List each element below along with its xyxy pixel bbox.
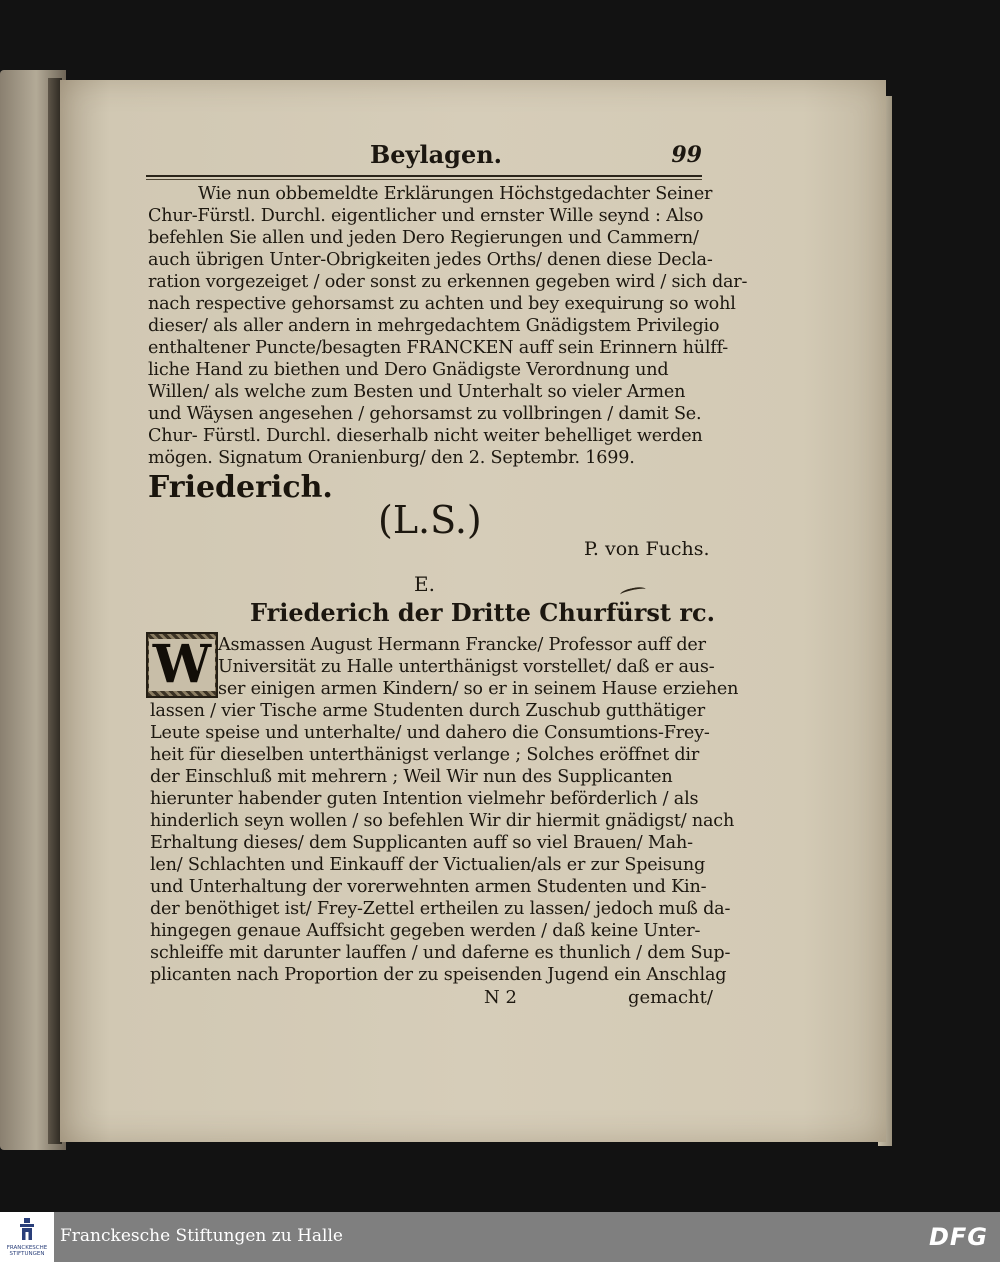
text-line: auch übrigen Unter-Obrigkeiten jedes Orths/ denen diese Decla- — [148, 250, 713, 270]
text-line: nach respective gehorsamst zu achten und bey exequirung so wohl — [148, 294, 736, 314]
text-line: Wie nun obbemeldte Erklärungen Höchstgedachter Seiner — [198, 184, 713, 204]
countersignature: P. von Fuchs. — [584, 538, 710, 560]
institution-logo[interactable] — [0, 1212, 54, 1262]
text-line: und Unterhaltung der vorerwehnten armen Studenten und Kin- — [150, 877, 707, 897]
seal-mark: (L.S.) — [378, 498, 482, 542]
text-line: dieser/ als aller andern in mehrgedachtem Gnädigstem Privilegio — [148, 316, 720, 336]
text-line: befehlen Sie allen und jeden Dero Regierungen und Cammern/ — [148, 228, 699, 248]
text-line: Leute speise und unterhalte/ und dahero die Consumtions-Frey- — [150, 723, 710, 743]
signature-mark: N 2 — [484, 987, 517, 1008]
text-line: mögen. Signatum Oranienburg/ den 2. Septembr. 1699. — [148, 448, 635, 468]
text-line: Chur- Fürstl. Durchl. dieserhalb nicht weiter behelliget werden — [148, 426, 703, 446]
text-line: liche Hand zu biethen und Dero Gnädigste Verordnung und — [148, 360, 669, 380]
text-line: ser einigen armen Kindern/ so er in seinem Hause erziehen — [218, 679, 739, 699]
dfg-logo[interactable]: DFG — [928, 1223, 988, 1251]
text-line: heit für dieselben unterthänigst verlange ; Solches eröffnet dir — [150, 745, 700, 765]
running-head: Beylagen. — [370, 140, 503, 169]
page-number: 99 — [671, 142, 702, 168]
text-line: der Einschluß mit mehrern ; Weil Wir nun des Supplicanten — [150, 767, 673, 787]
catchword: gemacht/ — [628, 987, 713, 1008]
declaration-paragraph — [148, 183, 747, 469]
page-header — [146, 140, 702, 176]
text-line: Chur-Fürstl. Durchl. eigentlicher und ernster Wille seynd : Also — [148, 206, 704, 226]
text-line: und Wäysen angesehen / gehorsamst zu vollbringen / damit Se. — [148, 404, 702, 424]
text-line: hingegen genaue Auffsicht gegeben werden / daß keine Unter- — [150, 921, 701, 941]
text-line: schleiffe mit darunter lauffen / und daferne es thunlich / dem Sup- — [150, 943, 731, 963]
text-line: enthaltener Puncte/besagten FRANCKEN auff sein Erinnern hülff- — [148, 338, 729, 358]
text-line: ration vorgezeiget / oder sonst zu erkennen gegeben wird / sich dar- — [148, 272, 748, 292]
text-line: len/ Schlachten und Einkauff der Victualien/als er zur Speisung — [150, 855, 706, 875]
decree-paragraph — [150, 634, 738, 986]
text-line: lassen / vier Tische arme Studenten durch Zuschub gutthätiger — [150, 701, 705, 721]
signer-name: Friederich. — [148, 470, 333, 505]
header-rule-thin — [146, 179, 702, 180]
logo-caption: FRANCKESCHE STIFTUNGEN — [6, 1245, 48, 1257]
text-line: der benöthiget ist/ Frey-Zettel ertheilen zu lassen/ jedoch muß da- — [150, 899, 731, 919]
text-line: Universität zu Halle unterthänigst vorstellet/ daß er aus- — [218, 657, 715, 677]
text-line: hierunter habender guten Intention vielmehr beförderlich / als — [150, 789, 699, 809]
institution-name[interactable]: Franckesche Stiftungen zu Halle — [60, 1226, 343, 1246]
text-line: Erhaltung dieses/ dem Supplicanten auff so viel Brauen/ Mah- — [150, 833, 693, 853]
header-rule — [146, 175, 702, 177]
text-line: plicanten nach Proportion der zu speisenden Jugend ein Anschlag — [150, 965, 727, 985]
text-line: hinderlich seyn wollen / so befehlen Wir dir hiermit gnädigst/ nach — [150, 811, 735, 831]
text-line: Willen/ als welche zum Besten und Unterhalt so vieler Armen — [148, 382, 686, 402]
viewer-footer — [0, 1212, 1000, 1262]
initial-letter: W — [149, 639, 215, 691]
orphan-house-logo-icon — [18, 1218, 36, 1240]
text-line: Asmassen August Hermann Francke/ Professor auff der — [218, 635, 706, 655]
section-heading: Friederich der Dritte Churfürst rc. — [250, 598, 715, 627]
section-letter: E. — [414, 572, 435, 596]
